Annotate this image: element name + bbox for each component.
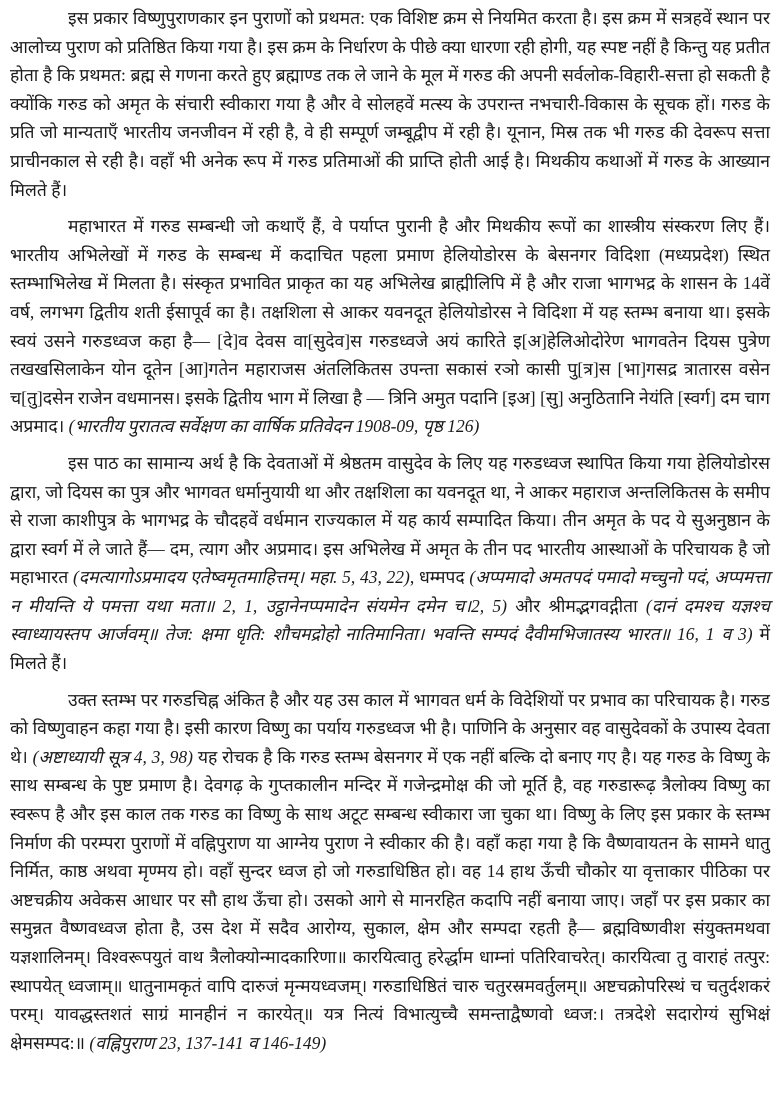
paragraph-text: इस पाठ का सामान्य अर्थ है कि देवताओं में श्रेष्ठतम वासुदेव के लिए यह गरुडध्वज स्थापित किया गया हेलियोडोरस द्वारा, जो दियस का पुत्र और भागवत धर्मानुयायी था और तक्षशिला का यवनदूत था, ने आकर महाराज अन्तलिकितस के समीप से राजा काशीपुत्र के भागभद्र के चौदहवें वर्धमान राज्यकाल में यह कार्य सम्पादित किया। तीन अमृत के पद ये सुअनुष्ठान के द्वारा स्वर्ग में ले जाते हैं— दम, त्याग और अप्रमाद। इस अभिलेख में अमृत के तीन पद भारतीय आस्थाओं के परिचायक है जो महाभारत: [10, 452, 770, 588]
paragraph-text: , धम्मपद: [409, 567, 470, 588]
paragraph-text: उक्त स्तम्भ पर गरुडचिह्न अंकित है और यह उस काल में भागवत धर्म के विदेशियों पर प्रभाव का परिचायक है। गरुड को विष्णुवाहन कहा गया है। इसी कारण विष्णु का पर्याय गरुडध्वज भी है। पाणिनि के अनुसार वह वासुदेवकों के उपास्य देवता थे।: [10, 689, 770, 767]
citation: (अष्टाध्यायी सूत्र 4, 3, 98): [32, 746, 193, 767]
paragraph-text: में मिलते हैं।: [10, 624, 770, 674]
paragraph-garuda-pillar: [10, 686, 770, 1058]
paragraph-text: महाभारत में गरुड सम्बन्धी जो कथाएँ हैं, वे पर्याप्त पुरानी है और मिथकीय रूपों का शास्त्रीय संस्करण लिए हैं। भारतीय अभिलेखों में गरुड के सम्बन्ध में कदाचित पहला प्रमाण हेलियोडोरस के बेसनगर विदिशा (मध्यप्रदेश) स्थित स्तम्भाभिलेख में मिलता है। संस्कृत प्रभावित प्राकृत का यह अभिलेख ब्राह्मीलिपि में है और राजा भागभद्र के शासन के 14वें वर्ष, लगभग द्वितीय शती ईसापूर्व का है। तक्षशिला से आकर यवनदूत हेलियोडोरस ने विदिशा में यह स्तम्भ बनाया था। इसके स्वयं उसने गरुडध्वज कहा है— [दे]व देवस वा[सुदेव]स गरुडध्वजे अयं कारिते इ[अ]हेलिओदोरेण भागवतेन दियस पुत्रेण तखखसिलाकेन योन दूतेन [आ]गतेन महाराजस अंतलिकितस उपन्ता सकासं रञो कासी पु[त्र]स [भा]गसद्र त्रातारस वसेन च[तु]दसेन राजेन वधमानस। इसके द्वितीय भाग में लिखा है — त्रिनि अमुत पदानि [इअ] [सु] अनुठितानि नेयंति [स्वर्ग] दम चाग अप्रमाद।: [10, 216, 770, 437]
paragraph-heliodorus-inscription: [10, 212, 770, 441]
citation: (दमत्यागोऽप्रमादय एतेष्वमृतमाहित्तम्। महा. 5, 43, 22): [72, 567, 410, 588]
citation: (वह्निपुराण 23, 137-141 व 146-149): [89, 1032, 327, 1053]
paragraph-garuda-purana-order: [10, 4, 770, 204]
citation: (भारतीय पुरातत्व सर्वेक्षण का वार्षिक प्रतिवेदन 1908-09, पृष्ठ 126): [68, 416, 480, 437]
paragraph-inscription-meaning: [10, 449, 770, 678]
paragraph-text: इस प्रकार विष्णुपुराणकार इन पुराणों को प्रथमत: एक विशिष्ट क्रम से नियमित करता है। इस क्रम में सत्रहवें स्थान पर आलोच्य पुराण को प्रतिष्ठित किया गया है। इस क्रम के निर्धारण के पीछे क्या धारणा रही होगी, यह स्पष्ट नहीं है किन्तु यह प्रतीत होता है कि प्रथमत: ब्रह्म से गणना करते हुए ब्रह्माण्ड तक ले जाने के मूल में गरुड की अपनी सर्वलोक-विहारी-सत्ता हो सकती है क्योंकि गरुड को अमृत के संचारी स्वीकारा गया है और वे सोलहवें मत्स्य के उपरान्त नभचारी-विकास के सूचक हों। गरुड के प्रति जो मान्यताएँ भारतीय जनजीवन में रही है, वे ही सम्पूर्ण जम्बूद्वीप में रही है। यूनान, मिस्र तक भी गरुड की देवरूप सत्ता प्राचीनकाल से रही है। वहाँ भी अनेक रूप में गरुड प्रतिमाओं की प्राप्ति होती आई है। मिथकीय कथाओं में गरुड के आख्यान मिलते हैं।: [10, 8, 770, 200]
paragraph-text: यह रोचक है कि गरुड स्तम्भ बेसनगर में एक नहीं बल्कि दो बनाए गए है। यह गरुड के विष्णु के साथ सम्बन्ध के पुष्ट प्रमाण है। देवगढ़ के गुप्तकालीन मन्दिर में गजेन्द्रमोक्ष की जो मूर्ति है, वह गरुडारूढ़ त्रैलोक्य विष्णु का स्वरूप है और इस काल तक गरुड का विष्णु के साथ अटूट सम्बन्ध स्वीकारा जा चुका था। विष्णु के लिए इस प्रकार के स्तम्भ निर्माण की परम्परा पुराणों में वह्निपुराण या आग्नेय पुराण ने स्वीकार की है। वहाँ कहा गया है कि वैष्णवायतन के सामने धातु निर्मित, काष्ठ अथवा मृण्मय हो। वहाँ सुन्दर ध्वज हो जो गरुडाधिष्ठित हो। वह 14 हाथ ऊँची चौकोर या वृत्ताकार पीठिका पर अष्टचक्रीय अवेकस आधार पर सौ हाथ ऊँचा हो। उसको आगे से मानरहित कदापि नहीं बनाया जाए। जहाँ पर इस प्रकार का समुन्नत वैष्णवध्वज होता है, उस देश में सदैव आरोग्य, सुकाल, क्षेम और सम्पदा रहती है— ब्रह्मविष्णवीश संयुक्तमथवा यज्ञशालिनम्। विश्वरूपयुतं वाथ त्रैलोक्योन्मादकारिणा॥ कारयित्वातु हरेर्द्धाम धाम्नां पतिरिवाचरेत्। कारयित्वा तु वाराहं तत्पुर: स्थापयेत् ध्वजाम्॥ धातुनामकृतं वापि दारुजं मृन्मयध्वजम्। गरुडाधिष्ठितं चारु चतुरस्रमवर्तुलम्॥ अष्टचक्रोपरिस्थं च चतुर्दशकरं परम्। यावद्धस्तशतं साग्रं मानहीनं न कारयेत्॥ यत्र नित्यं विभात्युच्चै समन्ताद्वैष्णवो ध्वज:। तत्रदेशे सदारोग्यं सुभिक्षं क्षेमसम्पद:॥: [10, 746, 770, 1053]
paragraph-text: और श्रीमद्भगवद्गीता: [506, 595, 646, 616]
citation: (दानं दमश्च यज्ञश्च स्वाध्यायस्तप आर्जवम्॥ तेज: क्षमा धृति: शौचमद्रोहो नातिमानिता। भवन्ति सम्पदं दैवीमभिजातस्य भारत॥ 16, 1 व 3): [10, 595, 770, 645]
citation: (अप्पमादो अमतपदं पमादो मच्चुनो पदं, अप्पमत्ता न मीयन्ति ये पमत्ता यथा मता॥ 2, 1, उट्ठानेनप्पमादेन संयमेन दमेन च।2, 5): [10, 567, 770, 616]
